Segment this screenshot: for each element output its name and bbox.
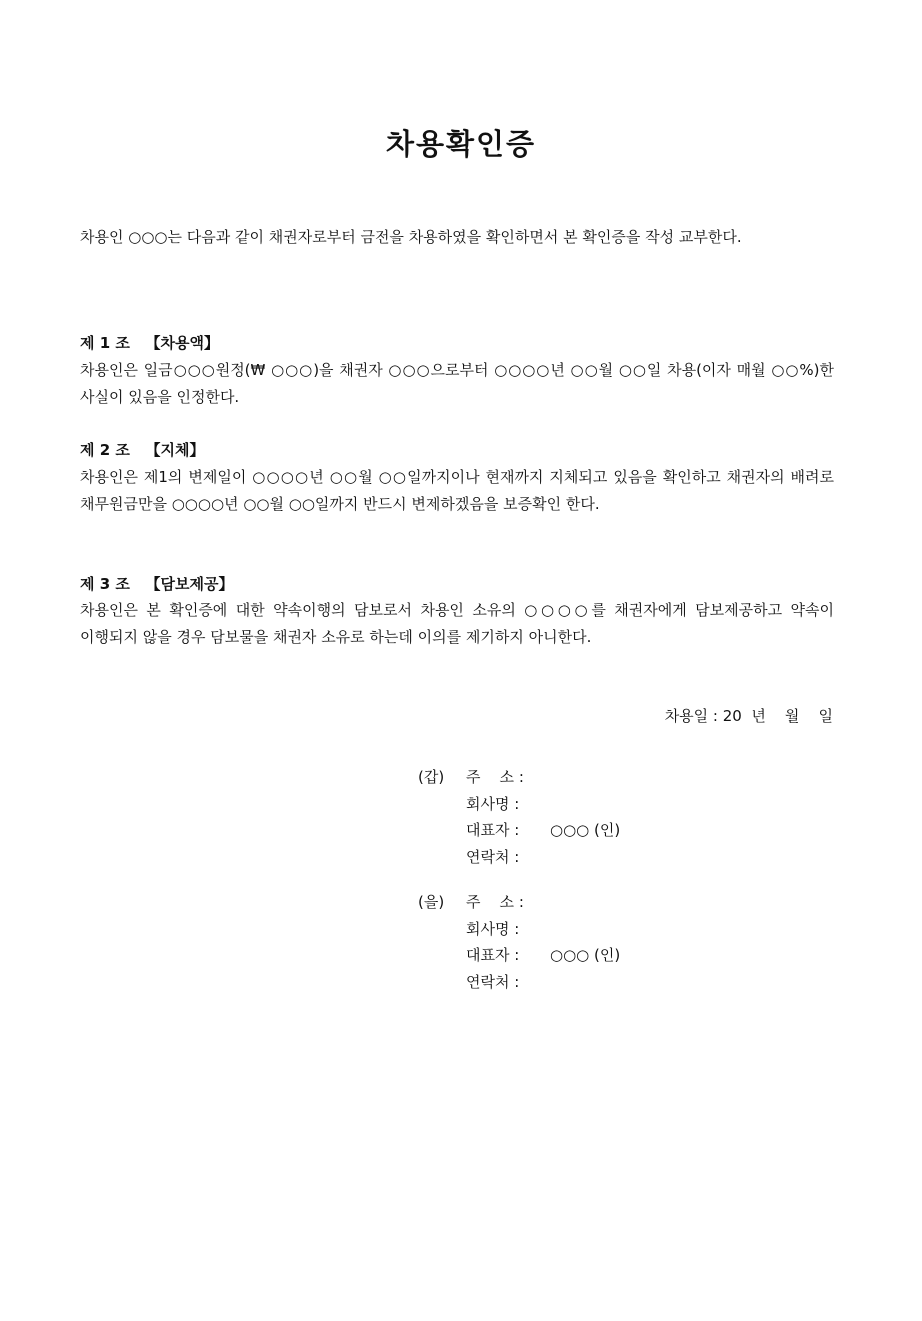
party-gap-company-row: [418, 791, 520, 818]
party-gap-block: [418, 764, 621, 870]
intro-paragraph: 차용인 ○○○는 다음과 같이 채권자로부터 금전을 차용하였을 확인하면서 본 확인증을 작성 교부한다.: [80, 228, 742, 246]
party-gap-rep-row: [418, 817, 621, 844]
article-2-heading: 제 2 조 【지체】: [80, 441, 205, 459]
party-eul-address-label: 주 소 :: [466, 893, 524, 911]
party-gap-address-row: [418, 764, 524, 791]
party-gap-contact-label: 연락처 :: [466, 847, 520, 866]
party-gap-contact-row: [418, 844, 520, 871]
article-3-body: 차용인은 본 확인증에 대한 약속이행의 담보로서 차용인 소유의 ○○○○를 채권자에게 담보제공하고 약속이 이행되지 않을 경우 담보물을 채권자 소유로 하는데 이의를 제기하지 아니한다.: [80, 601, 834, 646]
party-eul-contact-row: [418, 969, 520, 996]
party-eul-block: [418, 889, 621, 995]
article-1-heading: 제 1 조 【차용액】: [80, 334, 219, 352]
document-title: 차용확인증: [385, 127, 537, 161]
article-2-body: 차용인은 제1의 변제일이 ○○○○년 ○○월 ○○일까지이나 현재까지 지체되고 있음을 확인하고 채권자의 배려로 채무원금만을 ○○○○년 ○○월 ○○일까지 반드시 변제하겠음을 보증확인 한다.: [80, 468, 834, 513]
party-gap-company-label: 회사명 :: [466, 794, 520, 813]
party-eul-tag: (을): [418, 893, 445, 911]
party-eul-rep-row: [418, 942, 621, 969]
article-3-heading: 제 3 조 【담보제공】: [80, 575, 234, 593]
party-eul-company-label: 회사명 :: [466, 919, 520, 938]
party-eul-rep-value: ○○○ (인): [550, 946, 621, 964]
party-eul-address-row: [418, 889, 524, 916]
party-eul-company-row: [418, 916, 520, 943]
party-gap-address-label: 주 소 :: [466, 768, 524, 786]
borrow-date-line: 차용일 : 20 년 월 일: [664, 707, 833, 725]
article-1-body: 차용인은 일금○○○원정(₩ ○○○)을 채권자 ○○○으로부터 ○○○○년 ○○월 ○○일 차용(이자 매월 ○○%)한 사실이 있음을 인정한다.: [80, 361, 834, 406]
party-eul-contact-label: 연락처 :: [466, 972, 520, 991]
party-gap-tag: (갑): [418, 768, 445, 786]
party-eul-rep-label: 대표자 :: [466, 946, 520, 964]
party-gap-rep-label: 대표자 :: [466, 821, 520, 839]
party-gap-rep-value: ○○○ (인): [550, 821, 621, 839]
